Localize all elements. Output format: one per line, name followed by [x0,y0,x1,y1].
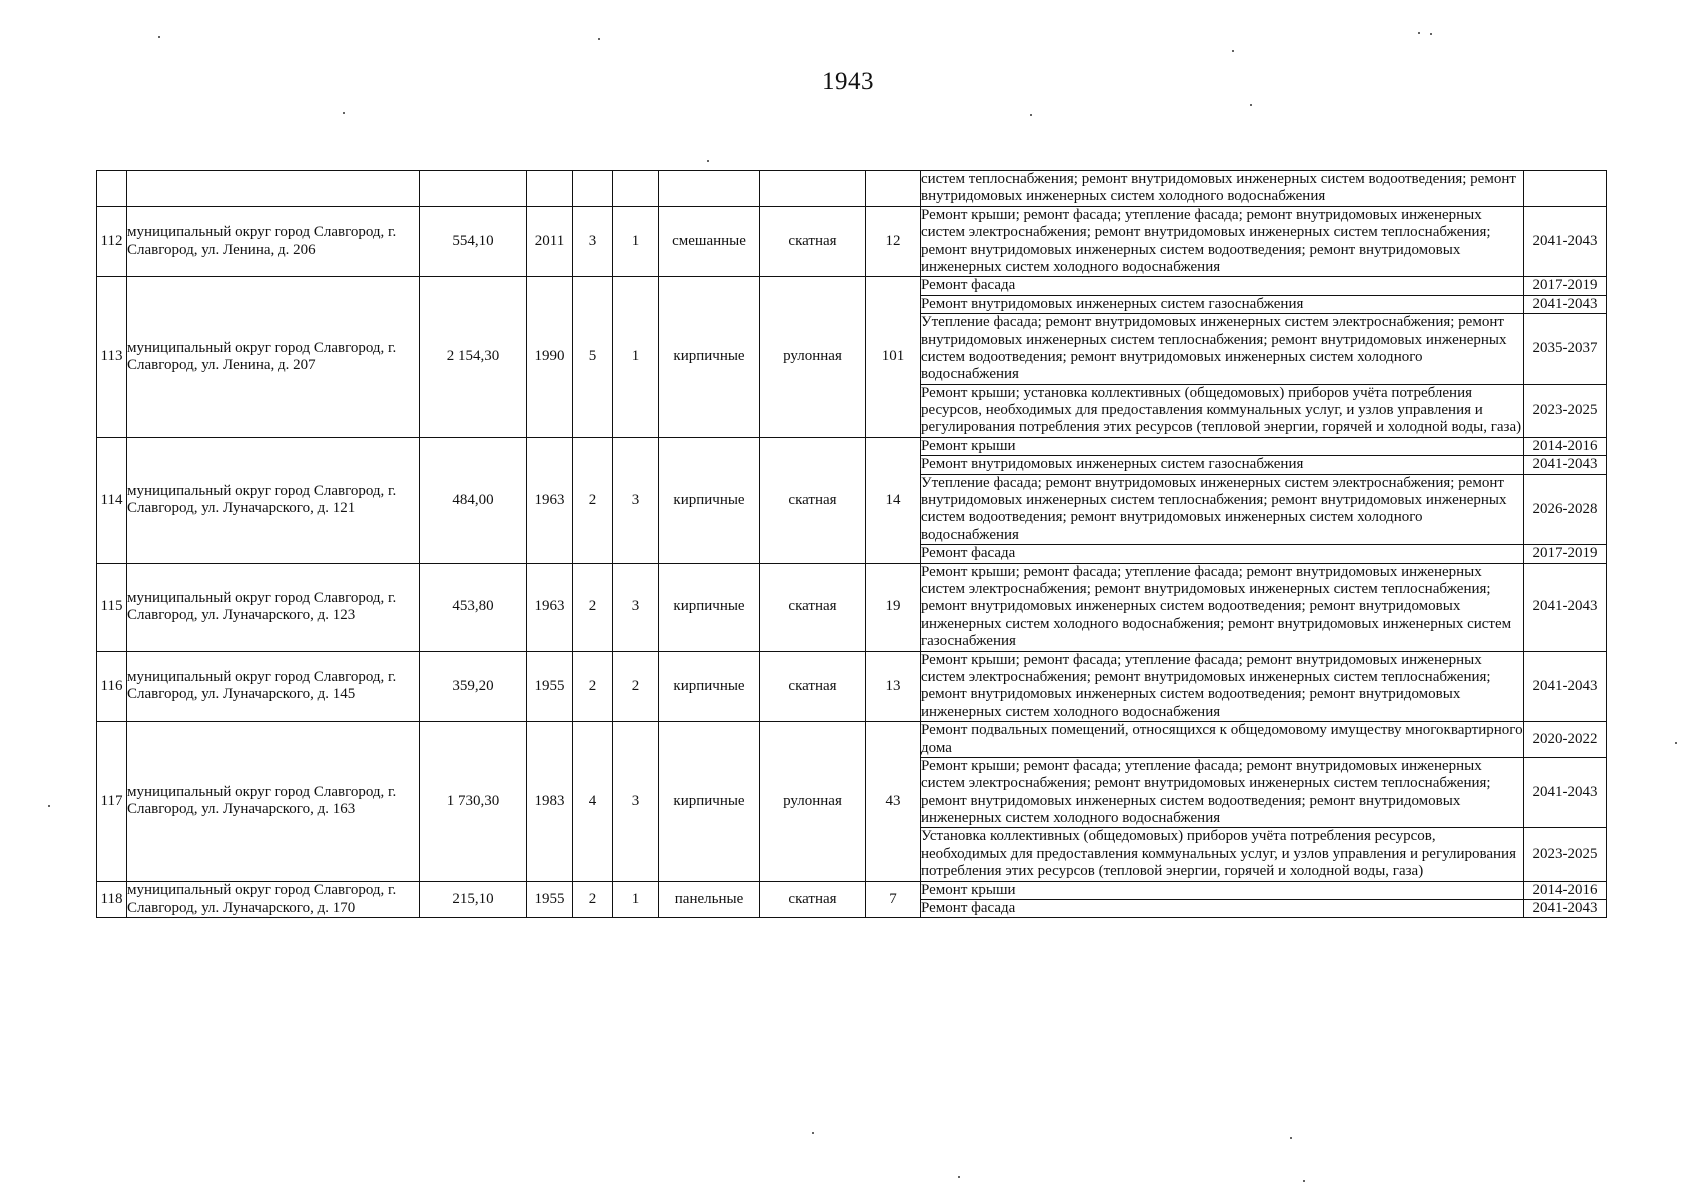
work-cell: Ремонт внутридомовых инженерных систем газоснабжения [921,456,1524,474]
work-cell: Ремонт фасада [921,900,1524,918]
walls-cell: смешанные [659,206,760,277]
work-cell: Ремонт фасада [921,277,1524,295]
row-number-cell [97,171,127,207]
work-cell: Утепление фасада; ремонт внутридомовых инженерных систем электроснабжения; ремонт внутридомовых инженерных систем теплоснабжения; ремонт внутридомовых инженерных систем водоотведения; ремонт внутридомовых инженерных систем холодного водоснабжения [921,474,1524,545]
period-cell: 2020-2022 [1524,722,1607,758]
area-cell: 2 154,30 [420,277,527,438]
period-cell: 2014-2016 [1524,881,1607,899]
work-cell: Ремонт крыши [921,881,1524,899]
work-cell: Утепление фасада; ремонт внутридомовых инженерных систем электроснабжения; ремонт внутридомовых инженерных систем теплоснабжения; ремонт внутридомовых инженерных систем водоотведения; ремонт внутридомовых инженерных систем холодного водоснабжения [921,314,1524,385]
work-cell: Ремонт крыши [921,437,1524,455]
floors-cell: 2 [573,563,613,651]
residents-cell: 13 [866,651,921,722]
year-cell: 1955 [527,881,573,918]
floors-cell: 4 [573,722,613,882]
period-cell: 2014-2016 [1524,437,1607,455]
table-row [97,722,1607,758]
entrances-cell: 3 [613,437,659,563]
table-body [97,171,1607,918]
period-cell: 2041-2043 [1524,206,1607,277]
scan-speck [707,160,709,162]
period-cell: 2017-2019 [1524,277,1607,295]
area-cell: 484,00 [420,437,527,563]
table-row [97,651,1607,722]
row-number-cell: 118 [97,881,127,918]
work-cell: Ремонт крыши; ремонт фасада; утепление фасада; ремонт внутридомовых инженерных систем электроснабжения; ремонт внутридомовых инженерных систем теплоснабжения; ремонт внутридомовых инженерных систем водоотведения; ремонт внутридомовых инженерных систем холодного водоснабжения [921,757,1524,828]
scan-speck [1303,1180,1305,1182]
roof-cell: скатная [760,563,866,651]
work-cell: Ремонт внутридомовых инженерных систем газоснабжения [921,295,1524,313]
period-cell: 2023-2025 [1524,828,1607,881]
address-cell: муниципальный округ город Славгород, г. Славгород, ул. Луначарского, д. 170 [127,881,420,918]
floors-cell: 3 [573,206,613,277]
row-number-cell: 113 [97,277,127,438]
entrances-cell: 2 [613,651,659,722]
period-cell: 2026-2028 [1524,474,1607,545]
entrances-cell: 1 [613,206,659,277]
roof-cell: рулонная [760,722,866,882]
year-cell: 1990 [527,277,573,438]
year-cell: 1983 [527,722,573,882]
scan-speck [158,36,160,38]
residents-cell: 101 [866,277,921,438]
roof-cell: рулонная [760,277,866,438]
address-cell: муниципальный округ город Славгород, г. Славгород, ул. Луначарского, д. 123 [127,563,420,651]
work-cell: Ремонт крыши; ремонт фасада; утепление фасада; ремонт внутридомовых инженерных систем электроснабжения; ремонт внутридомовых инженерных систем теплоснабжения; ремонт внутридомовых инженерных систем водоотведения; ремонт внутридомовых инженерных систем холодного водоснабжения; ремонт внутридомовых инженерных систем газоснабжения [921,563,1524,651]
scan-speck [598,38,600,40]
scan-speck [1430,33,1432,35]
area-cell: 453,80 [420,563,527,651]
floors-cell: 2 [573,881,613,918]
walls-cell: кирпичные [659,563,760,651]
scan-speck [1418,32,1420,34]
work-cell: систем теплоснабжения; ремонт внутридомовых инженерных систем водоотведения; ремонт внутридомовых инженерных систем холодного водоснабжения [921,171,1524,207]
walls-cell: кирпичные [659,651,760,722]
period-cell: 2041-2043 [1524,456,1607,474]
period-cell: 2041-2043 [1524,900,1607,918]
row-number-cell: 115 [97,563,127,651]
scan-speck [48,805,50,807]
work-cell: Ремонт фасада [921,545,1524,563]
period-cell: 2017-2019 [1524,545,1607,563]
entrances-cell: 1 [613,881,659,918]
period-cell: 2041-2043 [1524,651,1607,722]
year-cell: 1963 [527,437,573,563]
floors-cell [573,171,613,207]
table-row [97,206,1607,277]
roof-cell: скатная [760,206,866,277]
work-cell: Установка коллективных (общедомовых) приборов учёта потребления ресурсов, необходимых для предоставления коммунальных услуг, и узлов управления и регулирования потребления этих ресурсов (тепловой энергии, горячей и холодной воды, газа) [921,828,1524,881]
capital-repair-table [96,170,1607,918]
roof-cell: скатная [760,651,866,722]
entrances-cell: 3 [613,722,659,882]
address-cell: муниципальный округ город Славгород, г. Славгород, ул. Луначарского, д. 163 [127,722,420,882]
year-cell [527,171,573,207]
scan-speck [812,1132,814,1134]
period-cell: 2041-2043 [1524,295,1607,313]
year-cell: 2011 [527,206,573,277]
scan-speck [343,112,345,114]
continuation-row [97,171,1607,207]
address-cell: муниципальный округ город Славгород, г. Славгород, ул. Ленина, д. 207 [127,277,420,438]
entrances-cell: 3 [613,563,659,651]
walls-cell: кирпичные [659,722,760,882]
scan-speck [1030,114,1032,116]
entrances-cell: 1 [613,277,659,438]
walls-cell [659,171,760,207]
year-cell: 1963 [527,563,573,651]
work-cell: Ремонт крыши; ремонт фасада; утепление фасада; ремонт внутридомовых инженерных систем электроснабжения; ремонт внутридомовых инженерных систем теплоснабжения; ремонт внутридомовых инженерных систем водоотведения; ремонт внутридомовых инженерных систем холодного водоснабжения [921,206,1524,277]
work-cell: Ремонт крыши; установка коллективных (общедомовых) приборов учёта потребления ресурсов, необходимых для предоставления коммунальных услуг, и узлов управления и регулирования потребления этих ресурсов (тепловой энергии, горячей и холодной воды, газа) [921,384,1524,437]
area-cell [420,171,527,207]
residents-cell: 12 [866,206,921,277]
residents-cell: 43 [866,722,921,882]
scan-speck [1250,104,1252,106]
scan-speck [958,1176,960,1178]
scan-speck [1675,742,1677,744]
walls-cell: панельные [659,881,760,918]
table-row [97,277,1607,295]
period-cell: 2023-2025 [1524,384,1607,437]
table-row [97,437,1607,455]
address-cell: муниципальный округ город Славгород, г. Славгород, ул. Луначарского, д. 121 [127,437,420,563]
table-row [97,881,1607,899]
floors-cell: 2 [573,651,613,722]
work-cell: Ремонт подвальных помещений, относящихся к общедомовому имуществу многоквартирного дома [921,722,1523,756]
period-cell [1524,171,1607,207]
roof-cell: скатная [760,881,866,918]
floors-cell: 2 [573,437,613,563]
page-number: 1943 [822,68,874,95]
period-cell: 2041-2043 [1524,563,1607,651]
scan-speck [1232,50,1234,52]
area-cell: 359,20 [420,651,527,722]
residents-cell: 19 [866,563,921,651]
scan-speck [1290,1137,1292,1139]
area-cell: 215,10 [420,881,527,918]
table-row [97,563,1607,651]
period-cell: 2041-2043 [1524,757,1607,828]
residents-cell [866,171,921,207]
address-cell: муниципальный округ город Славгород, г. Славгород, ул. Луначарского, д. 145 [127,651,420,722]
residents-cell: 7 [866,881,921,918]
walls-cell: кирпичные [659,437,760,563]
residents-cell: 14 [866,437,921,563]
roof-cell: скатная [760,437,866,563]
address-cell [127,171,420,207]
walls-cell: кирпичные [659,277,760,438]
row-number-cell: 117 [97,722,127,882]
area-cell: 1 730,30 [420,722,527,882]
row-number-cell: 114 [97,437,127,563]
address-cell: муниципальный округ город Славгород, г. Славгород, ул. Ленина, д. 206 [127,206,420,277]
floors-cell: 5 [573,277,613,438]
row-number-cell: 116 [97,651,127,722]
period-cell: 2035-2037 [1524,314,1607,385]
roof-cell [760,171,866,207]
row-number-cell: 112 [97,206,127,277]
area-cell: 554,10 [420,206,527,277]
year-cell: 1955 [527,651,573,722]
work-cell: Ремонт крыши; ремонт фасада; утепление фасада; ремонт внутридомовых инженерных систем электроснабжения; ремонт внутридомовых инженерных систем теплоснабжения; ремонт внутридомовых инженерных систем водоотведения; ремонт внутридомовых инженерных систем холодного водоснабжения [921,651,1524,722]
entrances-cell [613,171,659,207]
